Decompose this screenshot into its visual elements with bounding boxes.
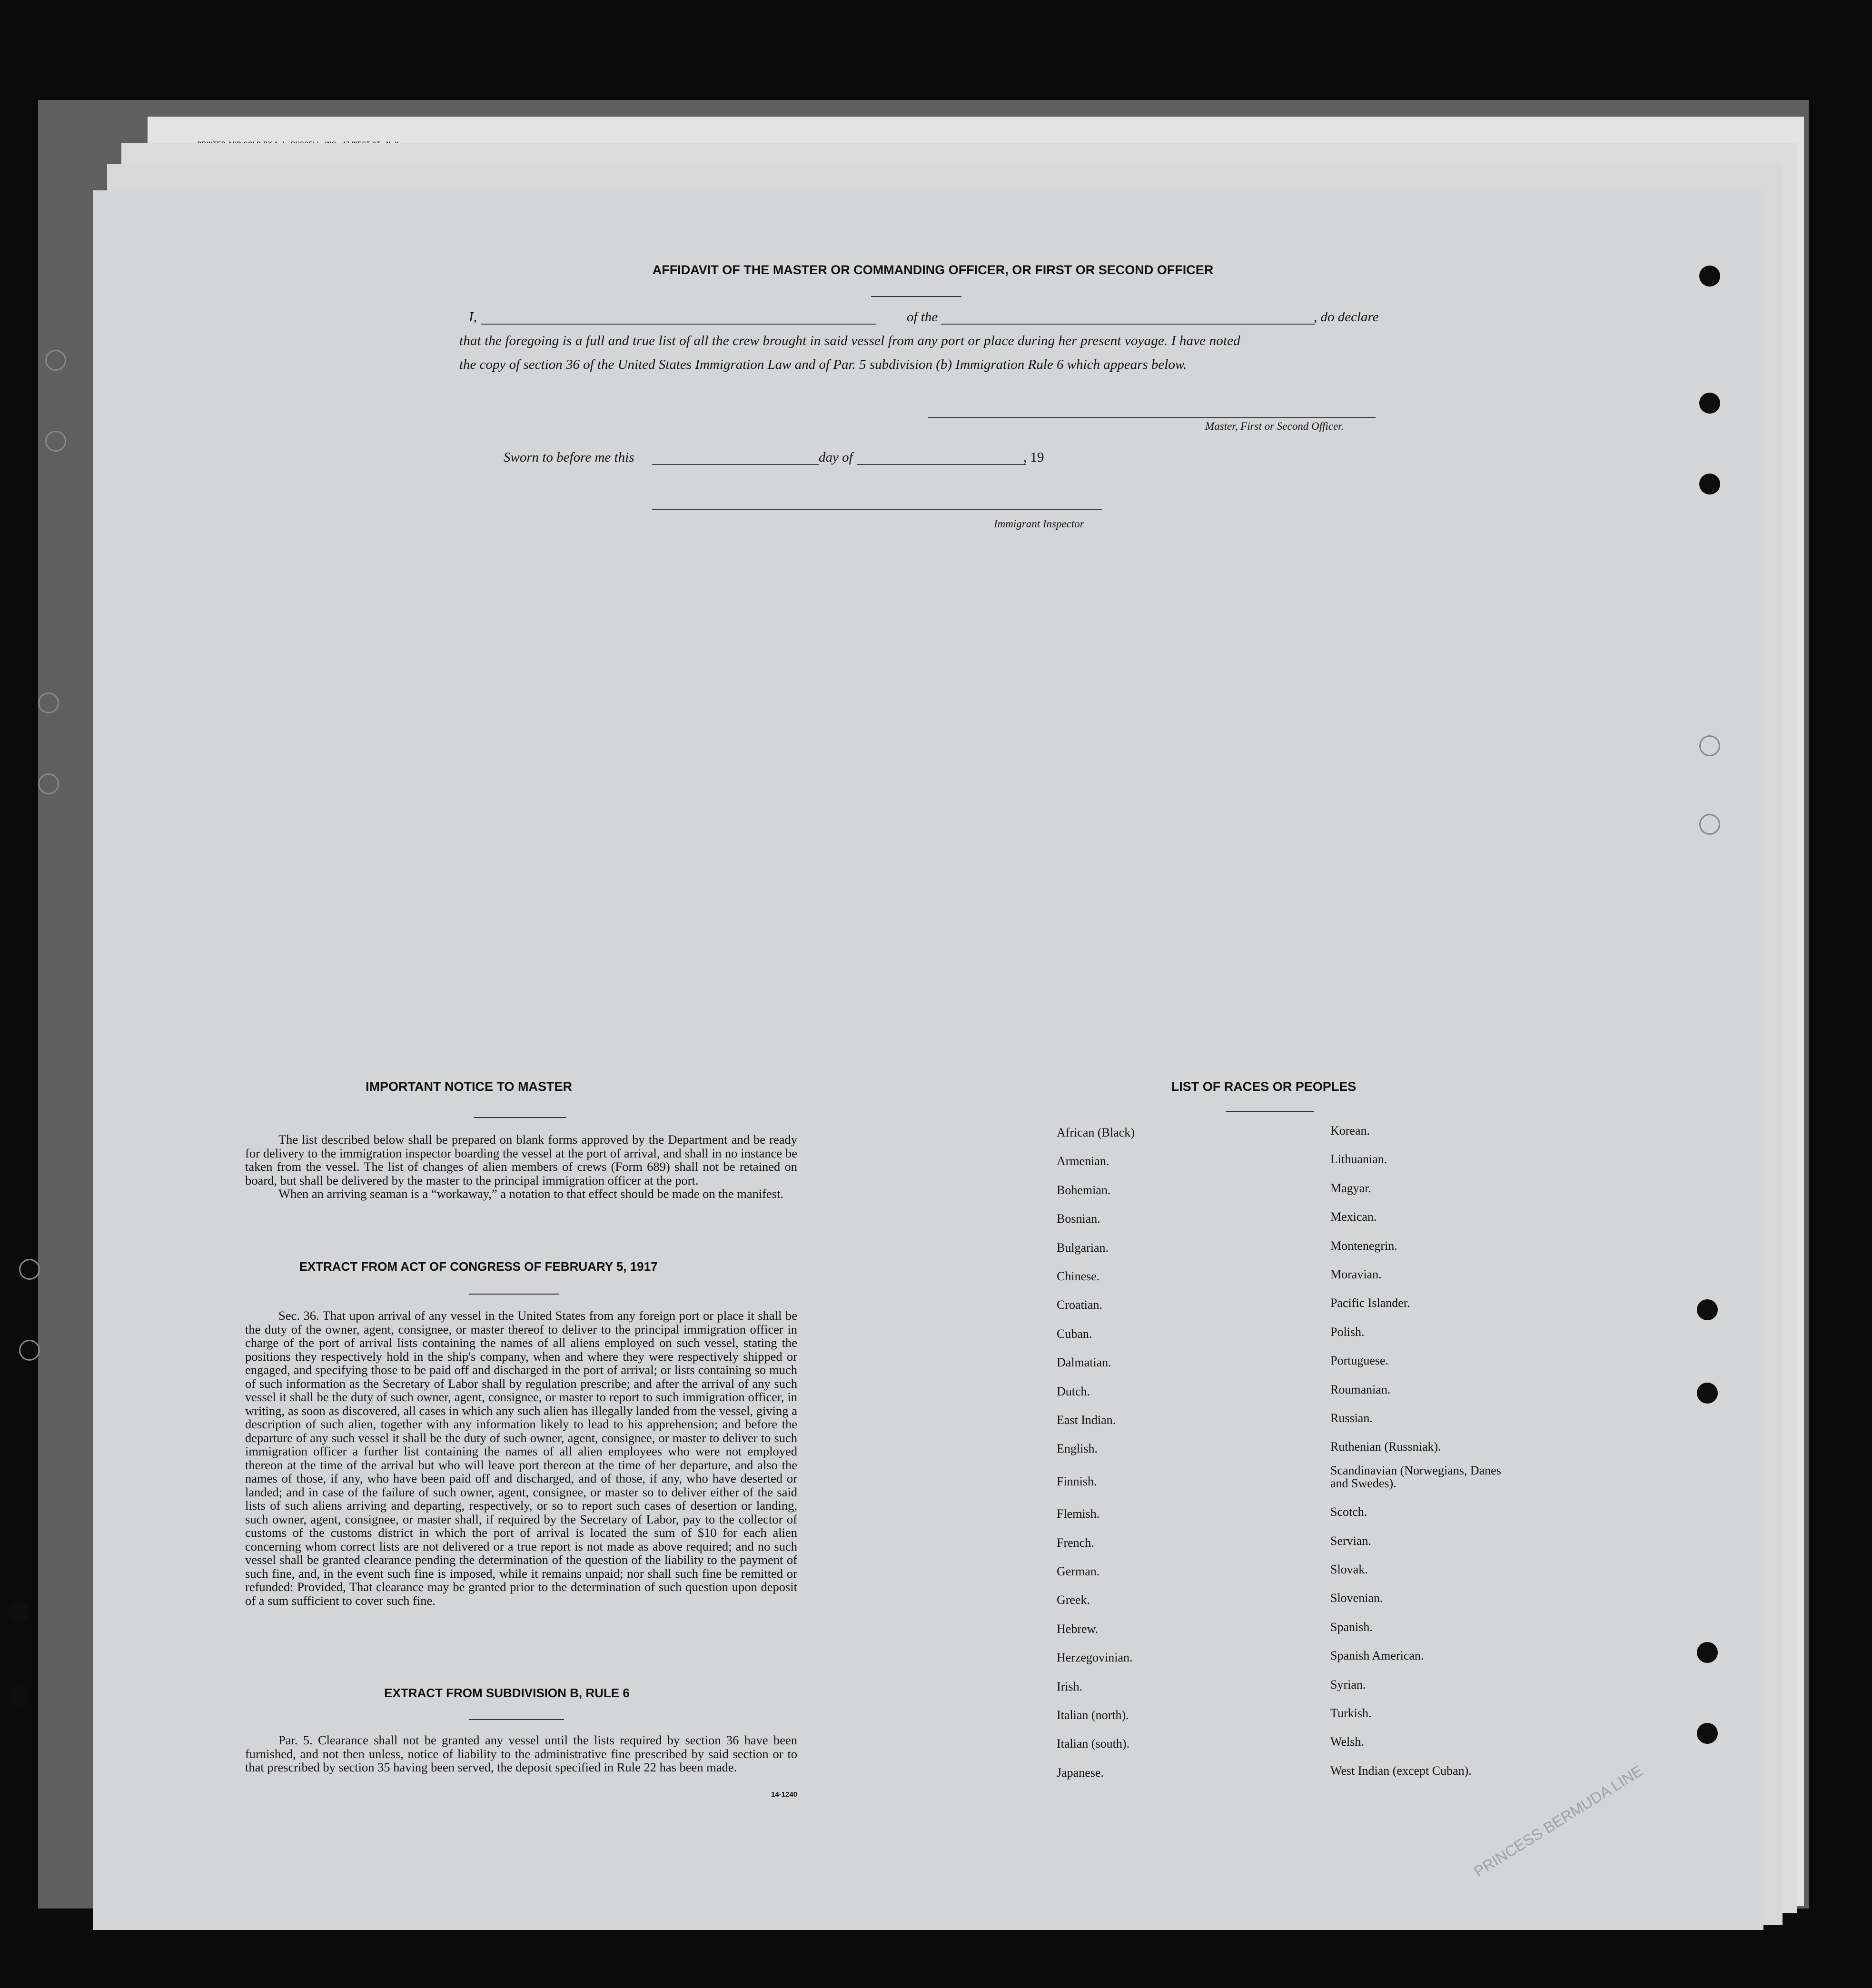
punch-hole xyxy=(1697,1299,1718,1320)
race-item: Spanish American. xyxy=(1330,1649,1424,1663)
year-label: , 19 xyxy=(1023,450,1044,465)
declarant-label: I, xyxy=(469,309,477,325)
master-signature-line xyxy=(928,417,1376,418)
race-item: Bosnian. xyxy=(1057,1212,1100,1226)
race-item: Finnish. xyxy=(1057,1474,1097,1488)
race-item: Croatian. xyxy=(1057,1298,1103,1312)
vessel-label: of the xyxy=(907,309,938,325)
races-title: LIST OF RACES OR PEOPLES xyxy=(1171,1079,1357,1094)
race-item: Turkish. xyxy=(1330,1706,1372,1720)
race-item: Bohemian. xyxy=(1057,1183,1111,1197)
punch-hole xyxy=(19,1259,40,1280)
affidavit-title: AFFIDAVIT OF THE MASTER OR COMMANDING OFFICER, OR FIRST OR SECOND OFFICER xyxy=(652,263,1214,277)
notice-paragraph: When an arriving seaman is a “workaway,” a notation to that effect should be made on the manifest. xyxy=(278,1187,784,1201)
race-item: Portuguese. xyxy=(1330,1354,1389,1368)
race-item: Japanese. xyxy=(1057,1765,1104,1780)
act-extract-title: EXTRACT FROM ACT OF CONGRESS OF FEBRUARY 5, 1917 xyxy=(299,1259,658,1274)
race-item: Magyar. xyxy=(1330,1181,1371,1195)
race-item: French. xyxy=(1057,1535,1094,1550)
race-item: Bulgarian. xyxy=(1057,1240,1109,1255)
punch-hole xyxy=(38,692,59,713)
race-item: Cuban. xyxy=(1057,1326,1092,1341)
rule-paragraph-5: Par. 5. Clearance shall not be granted any vessel until the lists required by section 36 have been furnished, and not then unless, notice of liability to the administrative fine prescribed by said section or to that prescribed by section 35 having been served, the deposit specified in Rule 22 has been made. xyxy=(245,1733,797,1774)
race-item: Servian. xyxy=(1330,1533,1371,1548)
race-item: Scandinavian (Norwegians, Danes and Swedes). xyxy=(1330,1463,1501,1490)
punch-hole xyxy=(1699,266,1720,287)
race-item: Chinese. xyxy=(1057,1269,1100,1283)
title-rule xyxy=(469,1719,564,1720)
title-rule xyxy=(871,296,961,297)
punch-hole xyxy=(1699,735,1720,756)
race-item: Italian (south). xyxy=(1057,1737,1130,1751)
affidavit-statement: that the foregoing is a full and true list of all the crew brought in said vessel from any port or place during her present voyage. I have noted xyxy=(459,333,1240,348)
rule-extract-title: EXTRACT FROM SUBDIVISION B, RULE 6 xyxy=(384,1686,630,1700)
race-item: Syrian. xyxy=(1330,1677,1366,1691)
act-extract-body xyxy=(245,1309,797,1607)
race-item: German. xyxy=(1057,1564,1100,1578)
race-item: East Indian. xyxy=(1057,1413,1116,1427)
race-item: English. xyxy=(1057,1442,1098,1456)
race-item: Greek. xyxy=(1057,1593,1090,1607)
race-item: Spanish. xyxy=(1330,1620,1373,1634)
title-rule xyxy=(469,1294,559,1295)
punch-hole xyxy=(9,1602,30,1622)
race-item: Pacific Islander. xyxy=(1330,1296,1410,1310)
race-item: Dutch. xyxy=(1057,1384,1090,1398)
punch-hole xyxy=(1697,1383,1718,1404)
master-signature-caption: Master, First or Second Officer. xyxy=(1205,420,1344,432)
punch-hole xyxy=(45,431,66,452)
punch-hole xyxy=(19,1340,40,1361)
race-item: Flemish. xyxy=(1057,1507,1100,1521)
punch-hole xyxy=(9,1685,30,1706)
race-item: Moravian. xyxy=(1330,1267,1382,1281)
sworn-day-line xyxy=(652,464,819,465)
notice-body xyxy=(245,1133,797,1201)
race-item: Slovenian. xyxy=(1330,1591,1383,1605)
race-item: Slovak. xyxy=(1330,1563,1368,1576)
race-item: Irish. xyxy=(1057,1679,1083,1693)
sworn-month-line xyxy=(857,464,1026,465)
title-rule xyxy=(474,1117,566,1118)
race-item: Welsh. xyxy=(1330,1735,1364,1749)
inspector-caption: Immigrant Inspector xyxy=(994,518,1084,530)
form-number: 14-1240 xyxy=(771,1790,798,1799)
punch-hole xyxy=(1697,1723,1718,1744)
race-item: Hebrew. xyxy=(1057,1622,1099,1636)
rule-extract-body xyxy=(245,1733,797,1774)
punch-hole xyxy=(45,350,66,371)
punch-hole xyxy=(1697,1642,1718,1663)
race-item: African (Black) xyxy=(1057,1126,1135,1139)
race-item: Italian (north). xyxy=(1057,1708,1129,1722)
race-item: Russian. xyxy=(1330,1411,1373,1425)
sworn-label: Sworn to before me this xyxy=(504,450,634,465)
race-item: Mexican. xyxy=(1330,1210,1377,1224)
punch-hole xyxy=(38,773,59,794)
affidavit-statement: the copy of section 36 of the United States Immigration Law and of Par. 5 subdivision (b) Immigration Rule 6 which appears below. xyxy=(459,357,1187,372)
notice-paragraph: The list described below shall be prepared on blank forms approved by the Department and be ready for delivery to the immigration inspector boarding the vessel at the port of arrival, and shall in no instance be taken from the vessel. The list of changes of alien members of crews (Form 689) shall not be retained on board, but shall be delivered by the master to the principal immigration officer at the port. xyxy=(245,1132,797,1187)
race-item: Scotch. xyxy=(1330,1505,1367,1519)
title-rule xyxy=(1226,1111,1314,1112)
race-item: Armenian. xyxy=(1057,1154,1109,1168)
race-item: Ruthenian (Russniak). xyxy=(1330,1440,1441,1454)
declarant-name-line xyxy=(481,324,876,325)
punch-hole xyxy=(1699,814,1720,835)
act-section-36: Sec. 36. That upon arrival of any vessel in the United States from any foreign port or place it shall be the duty of the owner, agent, consignee, or master thereof to deliver to the principal immigration officer in charge of the port of arrival lists containing the names of all aliens employed on such vessel, stating the positions they respectively hold in the ship's company, when and where they were respectively shipped or engaged, and specifying those to be paid off and discharged in the port of arrival; or lists containing so much of such information as the Secretary of Labor shall by regulation prescribe; and after the arrival of any such vessel it shall be the duty of such owner, agent, consignee, or master to report to such immigration officer, in writing, as soon as discovered, all cases in which any such alien has illegally landed from the vessel, giving a description of such alien, together with any information likely to lead to his apprehension; and before the departure of any such vessel it shall be the duty of such owner, agent, consignee, or master to deliver to such immigration officer a further list containing the names of all alien employees who were not employed thereon at the time of the arrival but who will leave port thereon at the time of her departure, and also the names of those, if any, who have been paid off and discharged, and of those, if any, who have deserted or landed; and in case of the failure of such owner, agent, consignee, or master so to deliver either of the said lists of such aliens arriving and departing, respectively, or so to report such cases of desertion or landing, such owner, agent, consignee, or master shall, if required by the Secretary of Labor, pay to the collector of customs of the customs district in which the port of arrival is located the sum of $10 for each alien concerning whom correct lists are not delivered or a true report is not made as above required; and no such vessel shall be granted clearance pending the determination of the question of the liability to the payment of such fine, and, in the event such fine is imposed, while it remains unpaid; nor shall such fine be remitted or refunded: Provided, That clearance may be granted prior to the determination of such question upon deposit of a sum sufficient to cover such fine. xyxy=(245,1308,797,1608)
race-item: Montenegrin. xyxy=(1330,1238,1397,1253)
race-item: Lithuanian. xyxy=(1330,1152,1387,1167)
punch-hole xyxy=(1699,393,1720,414)
race-item: Polish. xyxy=(1330,1325,1365,1339)
declare-text: , do declare xyxy=(1314,309,1379,325)
race-item: Roumanian. xyxy=(1330,1382,1391,1396)
faded-stamp: PRINCESS BERMUDA LINE xyxy=(1471,1762,1646,1880)
race-item: Herzegovinian. xyxy=(1057,1651,1133,1665)
notice-title: IMPORTANT NOTICE TO MASTER xyxy=(366,1079,572,1094)
punch-hole xyxy=(1699,474,1720,495)
affidavit-page xyxy=(93,190,1763,1930)
day-of-label: day of xyxy=(819,450,853,465)
vessel-name-line xyxy=(941,324,1315,325)
inspector-signature-line xyxy=(652,509,1102,510)
race-item: Dalmatian. xyxy=(1057,1355,1111,1370)
race-item: West Indian (except Cuban). xyxy=(1330,1763,1472,1778)
race-item: Korean. xyxy=(1330,1124,1370,1137)
